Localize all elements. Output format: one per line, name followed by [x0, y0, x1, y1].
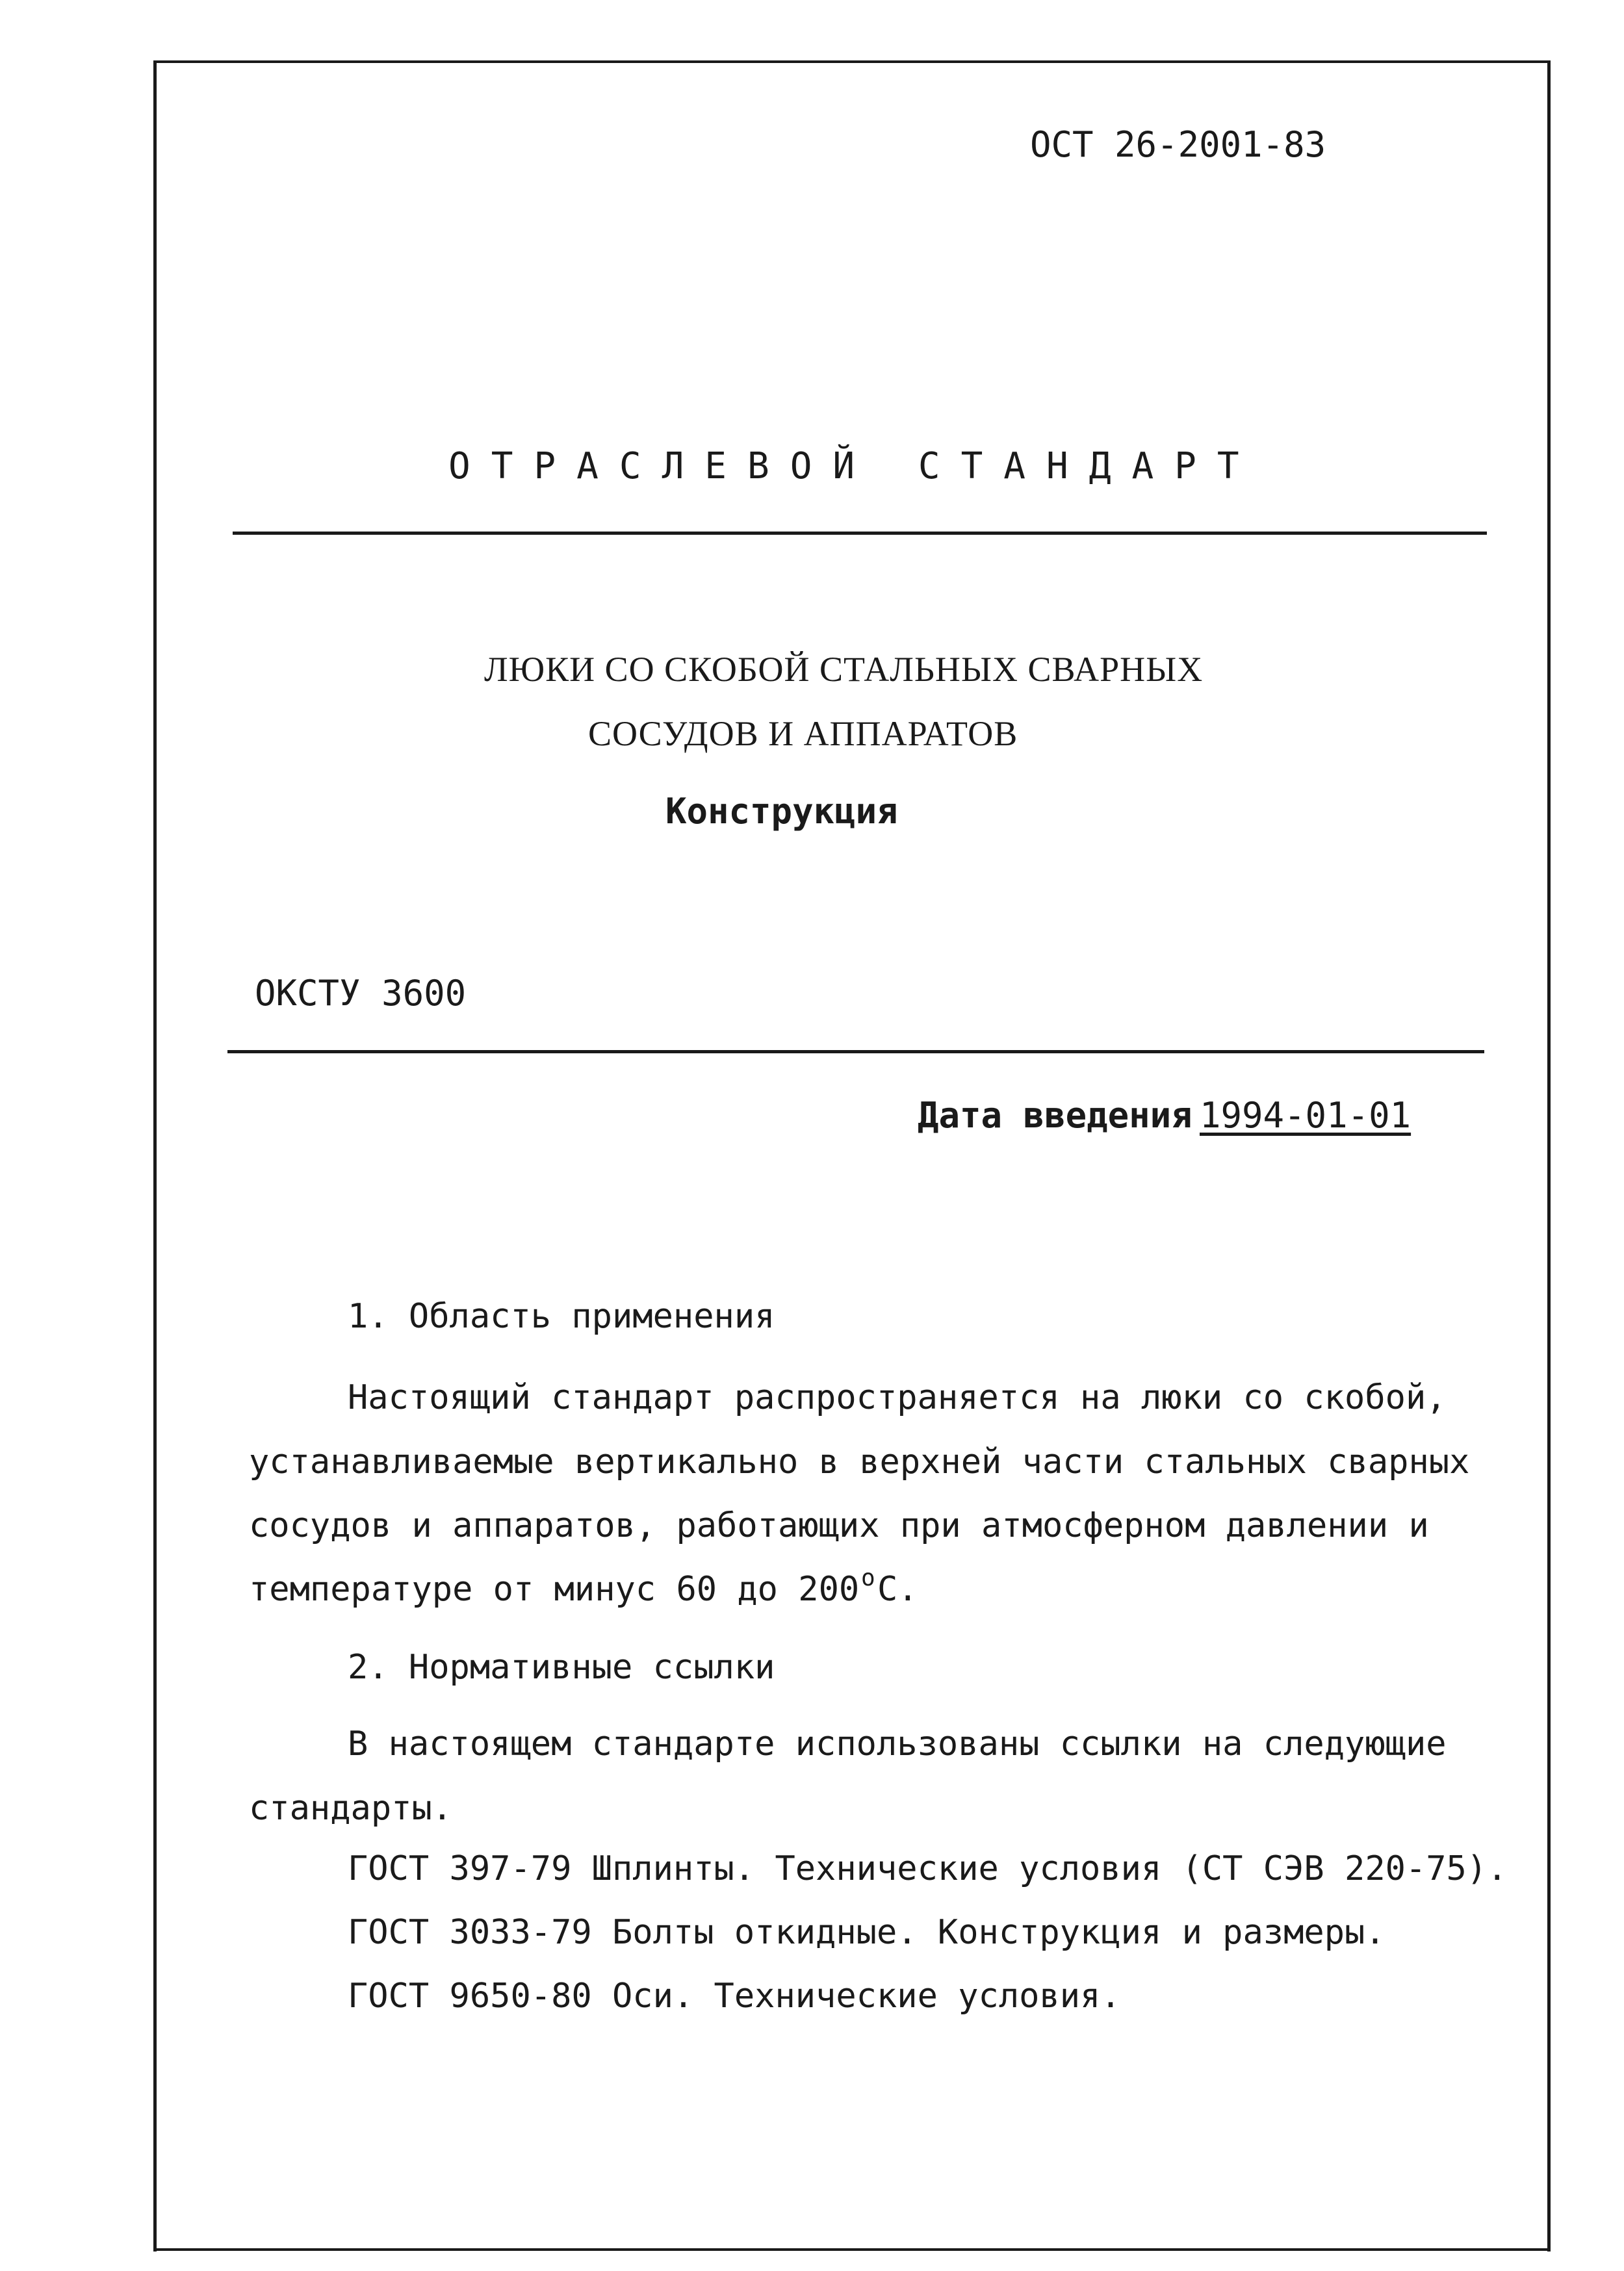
okstu-code: ОКСТУ 3600: [255, 973, 467, 1014]
page-frame-right: [1547, 62, 1551, 2252]
section-1-text-line: сосудов и аппаратов, работающих при атмосферном давлении и: [249, 1506, 1429, 1545]
reference-item: ГОСТ 9650-80 Оси. Технические условия.: [348, 1977, 1121, 2016]
section-2-text-line: стандарты.: [249, 1789, 453, 1828]
title-subtitle: Конструкция: [665, 791, 898, 832]
reference-item: ГОСТ 397-79 Шплинты. Технические условия (СТ СЭВ 220-75).: [348, 1849, 1508, 1888]
section-1-heading: 1. Область применения: [348, 1297, 775, 1336]
section-1-text-line: Настоящий стандарт распространяется на люки со скобой,: [348, 1378, 1447, 1417]
intro-date-value: 1994-01-01: [1200, 1095, 1411, 1136]
section-1-text-line: устанавливаемые вертикально в верхней части стальных сварных: [249, 1443, 1470, 1482]
temperature-unit: С.: [877, 1570, 918, 1609]
page-frame-top: [153, 60, 1551, 63]
section-1-text-line: температуре от минус 60 до 200: [249, 1570, 860, 1609]
degree-superscript: о: [861, 1565, 875, 1591]
divider-bottom: [227, 1050, 1484, 1053]
reference-item: ГОСТ 3033-79 Болты откидные. Конструкция и размеры.: [348, 1913, 1386, 1952]
intro-date-label: Дата введения: [918, 1095, 1192, 1136]
section-2-text-line: В настоящем стандарте использованы ссылки на следующие: [348, 1725, 1447, 1764]
page-frame-left: [153, 62, 157, 2252]
title-line-2: СОСУДОВ И АППАРАТОВ: [588, 714, 1018, 753]
page-frame-bottom: [153, 2248, 1551, 2251]
section-2-heading: 2. Нормативные ссылки: [348, 1648, 775, 1687]
divider-top: [233, 532, 1487, 535]
standard-type-heading: ОТРАСЛЕВОЙ СТАНДАРТ: [448, 445, 1260, 487]
title-line-1: ЛЮКИ СО СКОБОЙ СТАЛЬНЫХ СВАРНЫХ: [484, 650, 1204, 689]
document-number: ОСТ 26-2001-83: [1030, 124, 1326, 165]
